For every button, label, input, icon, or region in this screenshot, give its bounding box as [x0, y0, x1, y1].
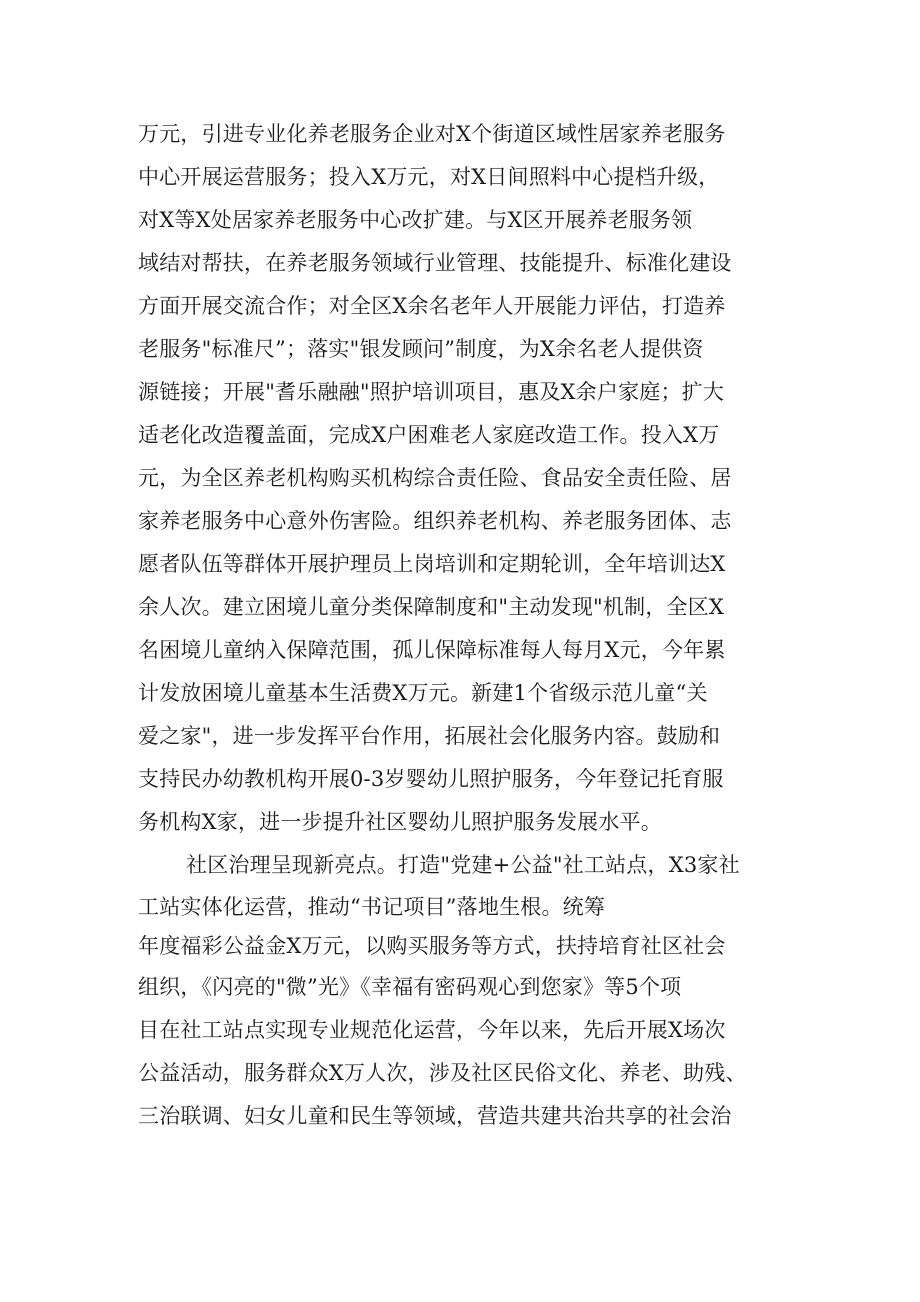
document-body	[138, 113, 798, 1138]
text-line: 务机构X家，进一步提升社区婴幼儿照护服务发展水平。	[138, 810, 662, 834]
text-line: 组织，《闪亮的"微”光》《幸福有密码观心到您家》等5个项	[138, 975, 682, 999]
paragraph-first-line: 社区治理呈现新亮点。打造"党建+公益"社工站点，X3家社	[186, 853, 740, 877]
text-line: 支持民办幼教机构开展0-3岁婴幼儿照护服务，今年登记托育服	[138, 767, 724, 791]
text-line: 愿者队伍等群体开展护理员上岗培训和定期轮训，全年培训达X	[138, 552, 726, 576]
text-line: 家养老服务中心意外伤害险。组织养老机构、养老服务团体、志	[138, 509, 732, 533]
text-line: 源链接；开展"耆乐融融"照护培训项目，惠及X余户家庭；扩大	[138, 380, 725, 404]
text-line: 中心开展运营服务；投入X万元，对X日间照料中心提档升级，	[138, 165, 720, 189]
text-line: 元，为全区养老机构购买机构综合责任险、食品安全责任险、居	[138, 466, 732, 490]
text-line: 适老化改造覆盖面，完成X户困难老人家庭改造工作。投入X万	[138, 423, 720, 447]
text-line: 公益活动，服务群众X万人次，涉及社区民俗文化、养老、助残、	[138, 1061, 747, 1085]
text-line: 年度福彩公益金X万元，以购买服务等方式，扶持培育社区社会	[138, 934, 726, 958]
text-line: 对X等X处居家养老服务中心改扩建。与X区开展养老服务领	[138, 208, 693, 232]
text-line: 老服务"标准尺”；落实"银发顾问”制度，为X余名老人提供资	[138, 337, 704, 361]
text-line: 方面开展交流合作；对全区X余名老年人开展能力评估，打造养	[138, 294, 726, 318]
text-line: 计发放困境儿童基本生活费X万元。新建1个省级示范儿童“关	[138, 681, 708, 705]
text-line: 名困境儿童纳入保障范围，孤儿保障标准每人每月X元，今年累	[138, 638, 726, 662]
text-line: 万元，引进专业化养老服务企业对X个街道区域性居家养老服务	[138, 122, 726, 146]
text-line: 三治联调、妇女儿童和民生等领域，营造共建共治共享的社会治	[138, 1104, 732, 1128]
text-line: 爱之家"，进一步发挥平台作用，拓展社会化服务内容。鼓励和	[138, 724, 721, 748]
text-line: 域结对帮扶，在养老服务领域行业管理、技能提升、标准化建设	[138, 251, 732, 275]
text-line: 余人次。建立困境儿童分类保障制度和"主动发现"机制，全区X	[138, 595, 725, 619]
text-line: 目在社工站点实现专业规范化运营，今年以来，先后开展X场次	[138, 1018, 726, 1042]
text-line: 工站实体化运营，推动“书记项目”落地生根。统筹	[138, 895, 606, 919]
